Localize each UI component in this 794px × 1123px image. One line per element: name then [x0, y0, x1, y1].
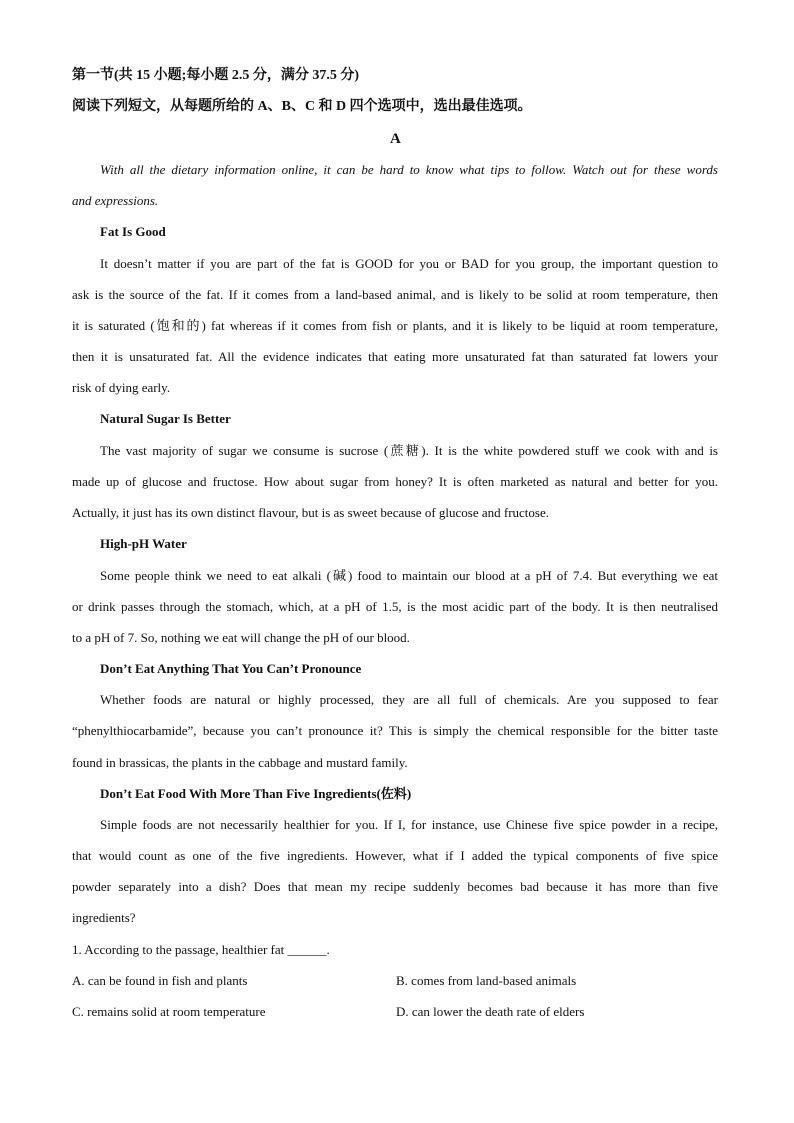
paragraph-line: ingredients?: [72, 910, 136, 925]
section-heading: Don’t Eat Food With More Than Five Ingredients(佐料): [100, 786, 412, 801]
option-a: A. can be found in fish and plants: [72, 973, 248, 988]
paragraph-line: The vast majority of sugar we consume is sucrose (蔗糖). It is the white powdered stuff we cook with and is: [100, 443, 718, 458]
option-b: B. comes from land-based animals: [396, 973, 577, 988]
paragraph-line: ask is the source of the fat. If it comes from a land-based animal, and is likely to be solid at room temperature, then: [72, 287, 718, 302]
instruction-line: 阅读下列短文，从每题所给的 A、B、C 和 D 四个选项中，选出最佳选项。: [72, 99, 532, 114]
option-d: D. can lower the death rate of elders: [396, 1004, 585, 1019]
paragraph-line: Actually, it just has its own distinct flavour, but is as sweet because of glucose and fructose.: [72, 505, 550, 520]
paragraph-line: Whether foods are natural or highly processed, they are all full of chemicals. Are you supposed to fear: [100, 692, 718, 707]
paragraph-line: Some people think we need to eat alkali (碱) food to maintain our blood at a pH of 7.4. But everything we eat: [100, 568, 718, 583]
section-heading: Natural Sugar Is Better: [100, 411, 231, 426]
intro-line: With all the dietary information online, it can be hard to know what tips to follow. Watch out for these words: [100, 162, 718, 177]
paragraph-line: to a pH of 7. So, nothing we eat will change the pH of our blood.: [72, 630, 410, 645]
paragraph-line: then it is unsaturated fat. All the evidence indicates that eating more unsaturated fat than saturated fat lowers your: [72, 349, 718, 364]
section-header: 第一节(共 15 小题;每小题 2.5 分，满分 37.5 分): [72, 68, 359, 83]
paragraph-line: made up of glucose and fructose. How about sugar from honey? It is often marketed as natural and better for you.: [72, 474, 718, 489]
section-heading: Fat Is Good: [100, 224, 166, 239]
question-stem: 1. According to the passage, healthier fat ______.: [72, 942, 330, 957]
paragraph-line: powder separately into a dish? Does that mean my recipe suddenly becomes bad because it has more than five: [72, 879, 718, 894]
section-heading: High-pH Water: [100, 536, 187, 551]
option-c: C. remains solid at room temperature: [72, 1004, 266, 1019]
paragraph-line: It doesn’t matter if you are part of the fat is GOOD for you or BAD for you group, the important question to: [100, 256, 718, 271]
passage-label: A: [390, 131, 401, 147]
paragraph-line: risk of dying early.: [72, 380, 171, 395]
paragraph-line: Simple foods are not necessarily healthier for you. If I, for instance, use Chinese five spice powder in a recipe,: [100, 817, 718, 832]
paragraph-line: “phenylthiocarbamide”, because you can’t pronounce it? This is simply the chemical responsible for the bitter taste: [72, 723, 718, 738]
paragraph-line: or drink passes through the stomach, which, at a pH of 1.5, is the most acidic part of the body. It is then neutralised: [72, 599, 718, 614]
section-heading: Don’t Eat Anything That You Can’t Pronounce: [100, 661, 362, 676]
paragraph-line: found in brassicas, the plants in the cabbage and mustard family.: [72, 755, 408, 770]
paragraph-line: that would count as one of the five ingredients. However, what if I added the typical components of five spice: [72, 848, 718, 863]
paragraph-line: it is saturated (饱和的) fat whereas if it comes from fish or plants, and it is likely to be liquid at room temperature,: [72, 318, 718, 333]
intro-line: and expressions.: [72, 193, 159, 208]
